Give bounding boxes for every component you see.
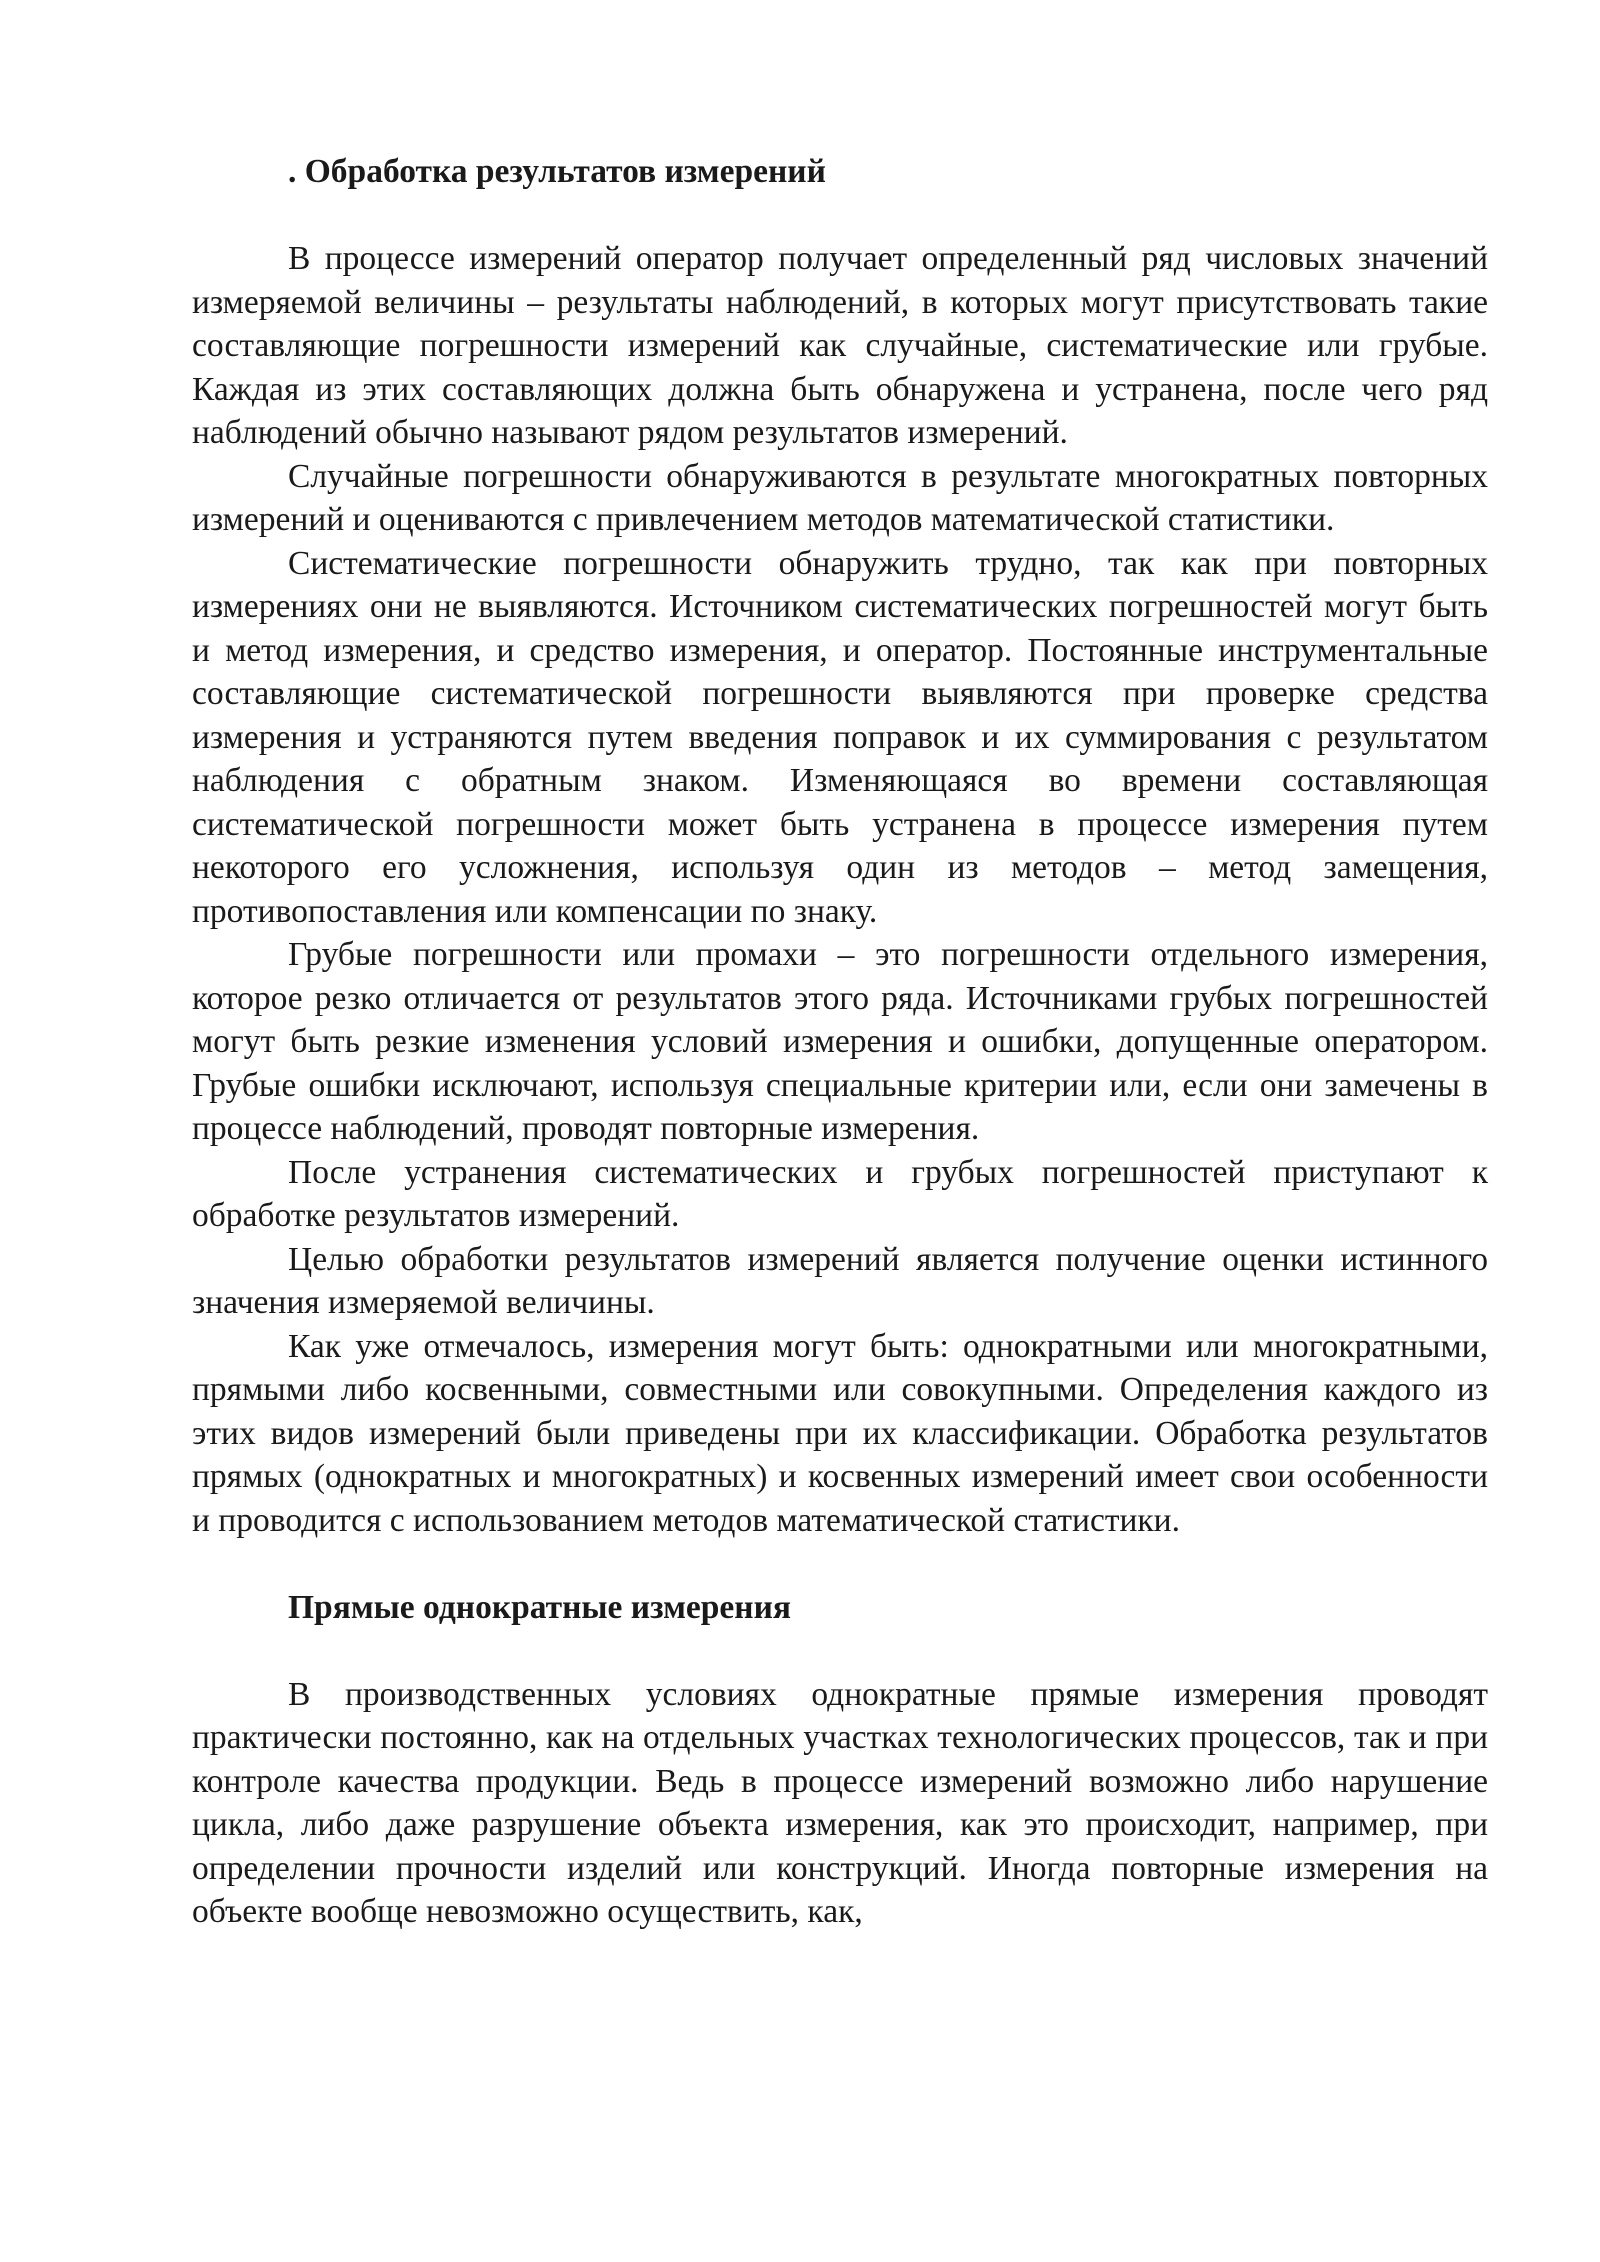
section-heading-direct-single-measurements: Прямые однократные измерения <box>288 1588 791 1626</box>
paragraph-after-elimination: После устранения систематических и грубых погрешностей приступают к обработке результатов измерений. <box>192 1153 1488 1234</box>
paragraph-gross-errors: Грубые погрешности или промахи – это погрешности отдельного измерения, которое резко отличается от результатов этого ряда. Источниками грубых погрешностей могут быть резкие изменения условий измерения и ошибки, допущенные оператором. Грубые ошибки исключают, используя специальные критерии или, если они замечены в процессе наблюдений, проводят повторные измерения. <box>192 936 1488 1147</box>
section-heading-processing-results: . Обработка результатов измерений <box>288 153 826 190</box>
paragraph-measurement-types: Как уже отмечалось, измерения могут быть: однократными или многократными, прямыми либо косвенными, совместными или совокупными. Определения каждого из этих видов измерений были приведены при их классификации. Обработка результатов прямых (однократных и многократных) и косвенных измерений имеет свои особенности и проводится с использованием методов математической статистики. <box>192 1327 1488 1539</box>
paragraph-systematic-errors: Систематические погрешности обнаружить трудно, так как при повторных измерениях они не выявляются. Источником систематических погрешностей могут быть и метод измерения, и средство измерения, и оператор. Постоянные инструментальные составляющие систематической погрешности выявляются при проверке средства измерения и устраняются путем введения поправок и их суммирования с результатом наблюдения с обратным знаком. Изменяющаяся во времени составляющая систематической погрешности может быть устранена в процессе измерения путем некоторого его усложнения, используя один из методов – метод замещения, противопоставления или компенсации по знаку. <box>192 544 1488 930</box>
paragraph-goal-of-processing: Целью обработки результатов измерений является получение оценки истинного значения измеряемой величины. <box>192 1240 1488 1321</box>
document-page <box>192 150 1488 1934</box>
paragraph-measurement-process: В процессе измерений оператор получает определенный ряд числовых значений измеряемой величины – результаты наблюдений, в которых могут присутствовать такие составляющие погрешности измерений как случайные, систематические или грубые. Каждая из этих составляющих должна быть обнаружена и устранена, после чего ряд наблюдений обычно называют рядом результатов измерений. <box>192 240 1488 451</box>
paragraph-random-errors: Случайные погрешности обнаруживаются в результате многократных повторных измерений и оцениваются с привлечением методов математической статистики. <box>192 457 1488 538</box>
paragraph-production-conditions: В производственных условиях однократные прямые измерения проводят практически постоянно, как на отдельных участках технологических процессов, так и при контроле качества продукции. Ведь в процессе измерений возможно либо нарушение цикла, либо даже разрушение объекта измерения, как это происходит, например, при определении прочности изделий или конструкций. Иногда повторные измерения на объекте вообще невозможно осуществить, как, <box>192 1675 1488 1930</box>
